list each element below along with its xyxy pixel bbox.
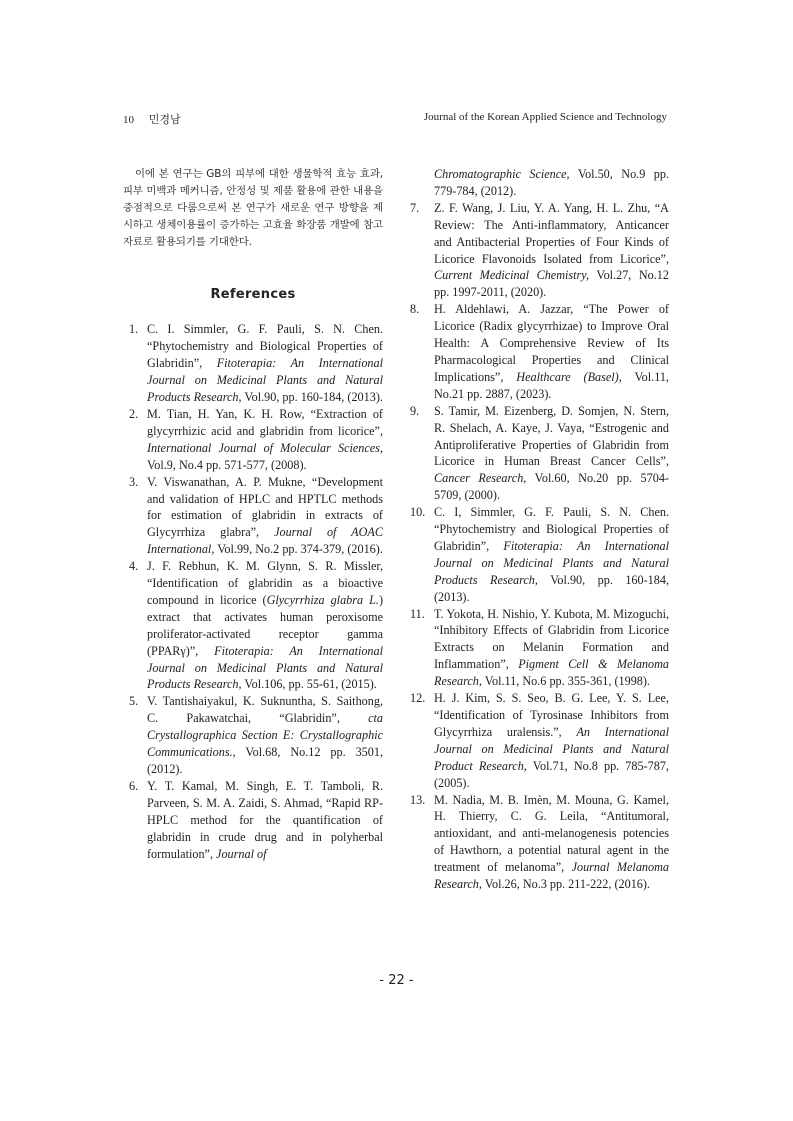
reference-item [410,200,669,301]
reference-number: 10. [410,505,426,520]
reference-item [410,606,669,691]
reference-journal: Healthcare (Basel), [516,369,622,384]
reference-details: Vol.106, pp. 55-61, (2015). [241,677,377,692]
reference-text: H. J. Kim, S. S. Seo, B. G. Lee, Y. S. Lee, “Identification of Tyrosinase Inhibitors from Glycyrrhiza uralensis.”, [434,691,669,739]
header-journal-title: Journal of the Korean Applied Science and Technology [423,111,667,123]
reference-item [123,693,383,778]
reference-text: S. Tamir, M. Eizenberg, D. Somjen, N. Stern, R. Shelach, A. Kaye, J. Vaya, “Estrogenic and Antiproliferative Properties of Glabridin from Licorice in Human Breast Cancer Cells”, [434,403,669,469]
header-page-number: 10 [123,114,134,126]
header-author: 민경남 [148,114,181,126]
reference-journal-start: Journal of [216,846,267,861]
reference-journal: Fitoterapia: An International Journal on Medicinal Plants and Natural Products Research, [434,538,669,587]
reference-item [123,321,383,406]
reference-text: V. Tantishaiyakul, K. Suknuntha, S. Saithong, C. Pakawatchai, “Glabridin”, [147,694,383,726]
right-column [410,166,669,893]
intro-paragraph: 이에 본 연구는 GB의 피부에 대한 생물학적 효능 효과, 피부 미백과 메커니즘, 안정성 및 제품 활용에 관한 내용을 중점적으로 다룸으로써 본 연구가 새로운 연구 방향을 제시하고 생체이용률이 증가하는 고효율 화장품 개발에 참고 자료로 활용되기를 기대한다. [123,168,383,248]
reference-journal: Cancer Research, [434,471,527,486]
reference-number: 2. [129,406,139,421]
reference-item [410,403,669,504]
reference-journal: Current Medicinal Chemistry, [434,268,590,283]
reference-details: Vol.11, No.21 pp. 2887, (2023). [434,369,669,401]
reference-details: Vol.68, No.12 pp. 3501, (2012). [147,745,383,776]
reference-journal: Fitoterapia: An International Journal on Medicinal Plants and Natural Products Research, [147,643,384,692]
running-header-left [123,111,181,127]
reference-number: 7. [410,200,420,215]
reference-details: Vol.27, No.12 pp. 1997-2011, (2020). [434,268,669,300]
reference-text: J. F. Rebhun, K. M. Glynn, S. R. Missler, “Identification of glabridin as a bioactive compound in licorice ( [147,559,383,607]
reference-item [410,792,669,893]
reference-text: Y. T. Kamal, M. Singh, E. T. Tamboli, R. Parveen, S. M. A. Zaidi, S. Ahmad, “Rapid RP-HPLC method for the quantification of glabridin in crude drug and in polyherbal formulation”, [147,778,383,861]
reference-text-continued: ) extract that activates human peroxisome proliferator-activated receptor gamma (PPARγ)”, [147,592,383,658]
reference-details: Vol.50, No.9 pp. 779-784, (2012). [434,167,669,198]
reference-journal: cta Crystallographica Section E: Crystallographic Communications., [147,711,383,760]
page-footer-number: - 22 - [379,973,414,988]
reference-journal: Pigment Cell & Melanoma Research, [434,657,670,689]
reference-number: 5. [129,694,139,709]
reference-details: Vol.11, No.6 pp. 355-361, (1998). [481,674,650,689]
references-heading: References [210,286,296,302]
reference-item [123,474,383,559]
reference-number: 6. [129,778,139,793]
reference-item [123,558,383,693]
reference-journal-end: Chromatographic Science, [434,167,570,181]
reference-number: 3. [129,474,139,489]
reference-text: M. Tian, H. Yan, K. H. Row, “Extraction of glycyrrhizic acid and glabridin from licorice”, [147,406,383,438]
reference-item [123,778,383,863]
reference-text: C. I. Simmler, G. F. Pauli, S. N. Chen. “Phytochemistry and Biological Properties of Glabridin”, [147,322,383,371]
reference-number: 11. [410,606,425,621]
reference-number: 1. [129,322,139,337]
reference-number: 13. [410,792,426,807]
reference-journal: International Journal of Molecular Sciences, [147,440,383,455]
reference-number: 8. [410,302,420,317]
reference-text: T. Yokota, H. Nishio, Y. Kubota, M. Mizoguchi, “Inhibitory Effects of Glabridin from Licorice Extracts on Melanin Formation and Inflammation”, [434,606,669,672]
reference-species: Glycyrrhiza glabra L. [266,592,379,607]
reference-details: Vol.9, No.4 pp. 571-577, (2008). [147,457,307,472]
reference-text: H. Aldehlawi, A. Jazzar, “The Power of Licorice (Radix glycyrrhizae) to Improve Oral Health: A Comprehensive Review of Its Pharmacological Properties and Clinical Implications”, [434,302,669,384]
reference-text: M. Nadia, M. B. Imèn, M. Mouna, G. Kamel, H. Thierry, C. G. Leila, “Antitumoral, antioxidant, and anti-melanogenesis potencies of Hawthorn, a potential natural agent in the treatment of melanoma”, [434,792,669,875]
reference-details: Vol.26, No.3 pp. 211-222, (2016). [481,877,650,892]
reference-text: V. Viswanathan, A. P. Mukne, “Development and validation of HPLC and HPTLC methods for estimation of glabridin in extracts of Glycyrrhiza glabra”, [147,474,383,540]
reference-item [410,301,669,402]
reference-details: Vol.60, No.20 pp. 5704-5709, (2000). [434,471,669,503]
reference-journal: Journal of AOAC International, [147,525,384,557]
reference-journal: An International Journal on Medicinal Plants and Natural Product Research, [434,724,669,773]
reference-item [410,690,669,791]
reference-number: 4. [129,559,139,574]
reference-number: 12. [410,691,426,706]
reference-details: Vol.99, No.2 pp. 374-379, (2016). [214,542,383,557]
reference-journal: Journal Melanoma Research, [434,860,669,892]
reference-item-continued [410,166,669,200]
reference-item [123,406,383,474]
reference-list-right [410,166,669,893]
reference-number: 9. [410,403,420,418]
left-column [123,166,383,862]
reference-details: Vol.90, pp. 160-184, (2013). [434,572,669,604]
reference-item [410,504,669,605]
reference-text: C. I, Simmler, G. F. Pauli, S. N. Chen. “Phytochemistry and Biological Properties of Glabridin”, [434,505,669,553]
reference-journal: Fitoterapia: An International Journal on Medicinal Plants and Natural Products Research, [147,356,383,405]
reference-details: Vol.90, pp. 160-184, (2013). [241,390,383,405]
reference-list-left [123,321,383,862]
reference-text: Z. F. Wang, J. Liu, Y. A. Yang, H. L. Zhu, “A Review: The Anti-inflammatory, Anticancer and Antibacterial Properties of Four Kinds of Licorice Flavonoids Isolated from Licorice”, [434,200,669,266]
reference-details: Vol.71, No.8 pp. 785-787, (2005). [434,758,669,790]
